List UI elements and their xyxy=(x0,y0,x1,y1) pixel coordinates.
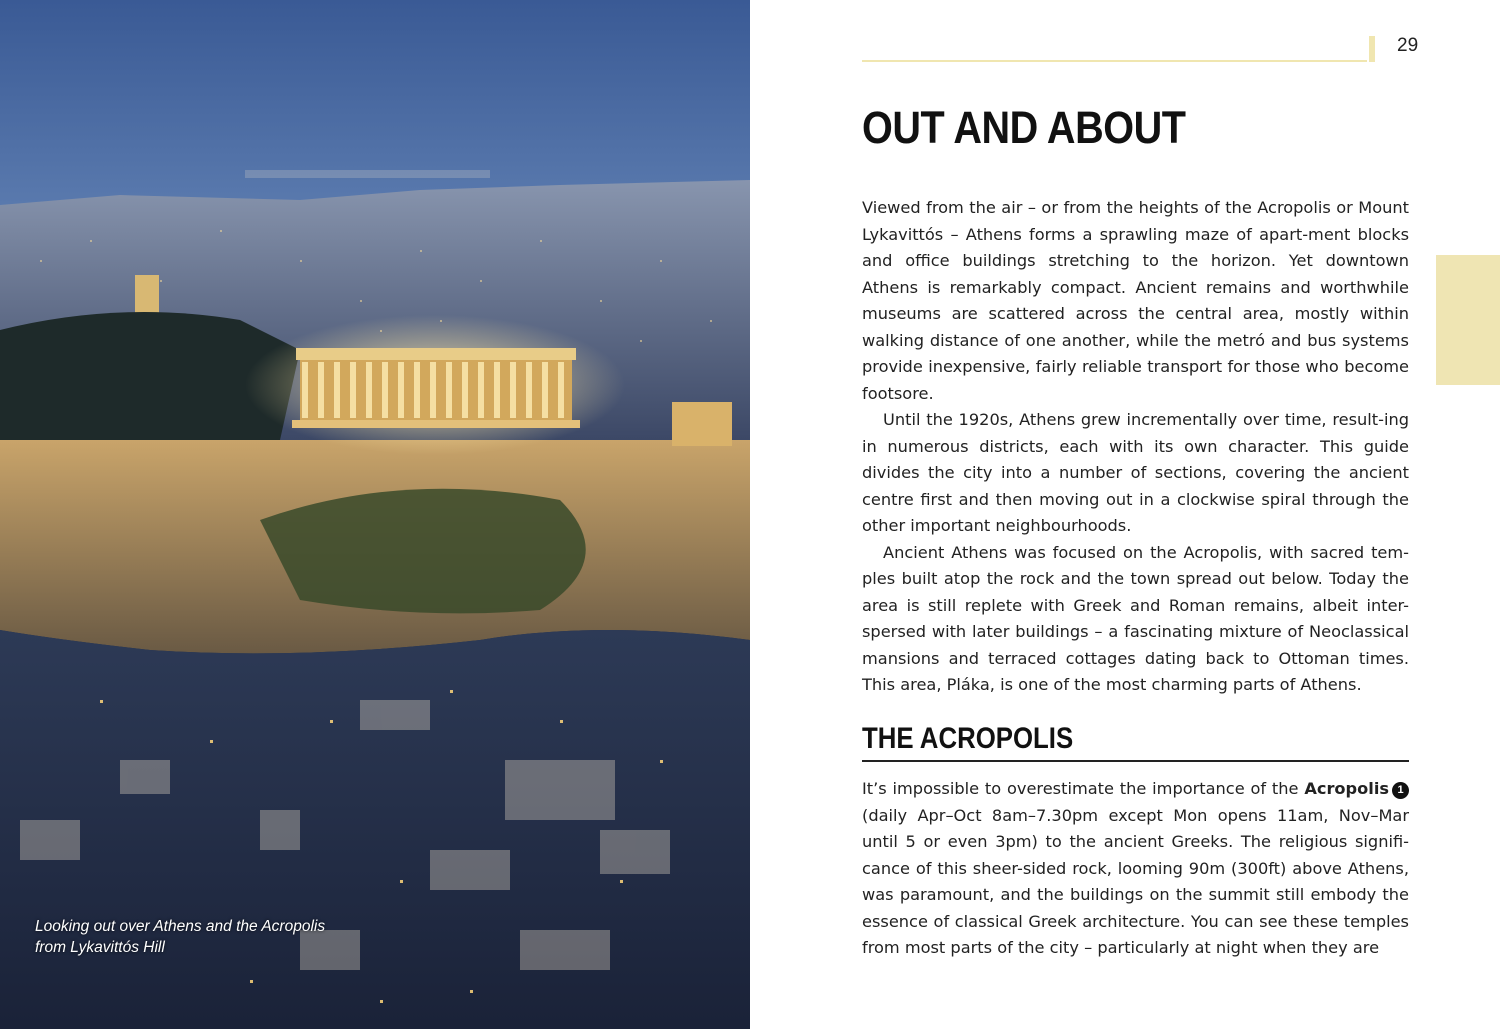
page-number-marker xyxy=(1369,36,1375,62)
chapter-thumb-tab xyxy=(1436,255,1500,385)
intro-text xyxy=(862,195,1409,699)
paragraph-rest: (daily Apr–Oct 8am–7.30pm except Mon opens 11am, Nov–Mar until 5 or even 3pm) to the ancient Greeks. The religious signifi-cance of this sheer-sided rock, looming 90m (300ft) above Athens, was paramount, and the buildings on the summit still embody the essence of classical Greek architecture. You can see these temples from most parts of the city – particularly at night when they are xyxy=(862,805,1409,957)
section-title: OUT AND ABOUT xyxy=(862,102,1186,153)
paragraph-lead: It’s impossible to overestimate the importance of the xyxy=(862,779,1305,798)
subsection-heading xyxy=(862,718,1409,762)
subsection-title: THE ACROPOLIS xyxy=(862,722,1074,755)
photo-caption: Looking out over Athens and the Acropolis from Lykavittós Hill xyxy=(35,918,326,956)
paragraph: Until the 1920s, Athens grew incrementally over time, result-ing in numerous districts, each with its own character. This guide divides the city into a number of sections, covering the ancient centre first and then moving out in a clockwise spiral through the other important neighbourhoods. xyxy=(862,410,1409,535)
header-rule xyxy=(862,60,1367,62)
page-number: 29 xyxy=(1397,35,1419,56)
paragraph: Ancient Athens was focused on the Acropolis, with sacred tem-ples built atop the rock and the town spread out below. Today the area is still replete with Greek and Roman remains, albeit inter-spersed with later buildings – a fascinating mixture of Neoclassical mansions and terraced cottages dating back to Ottoman times. This area, Pláka, is one of the most charming parts of Athens. xyxy=(862,542,1409,694)
paragraph xyxy=(862,776,1409,962)
paragraph: Viewed from the air – or from the heights of the Acropolis or Mount Lykavittós – Athens forms a sprawling maze of apart-ment blocks and office buildings stretching to the horizon. Yet downtown Athens is remarkably compact. Ancient remains and worthwhile museums are scattered across the central area, mostly within walking distance of one another, while the metró and bus systems provide inexpensive, fairly reliable transport for those who become footsore. xyxy=(862,198,1409,403)
text-page xyxy=(750,0,1500,1029)
acropolis-text xyxy=(862,776,1409,962)
site-name: Acropolis xyxy=(1304,779,1389,798)
map-reference-badge: 1 xyxy=(1392,782,1409,799)
